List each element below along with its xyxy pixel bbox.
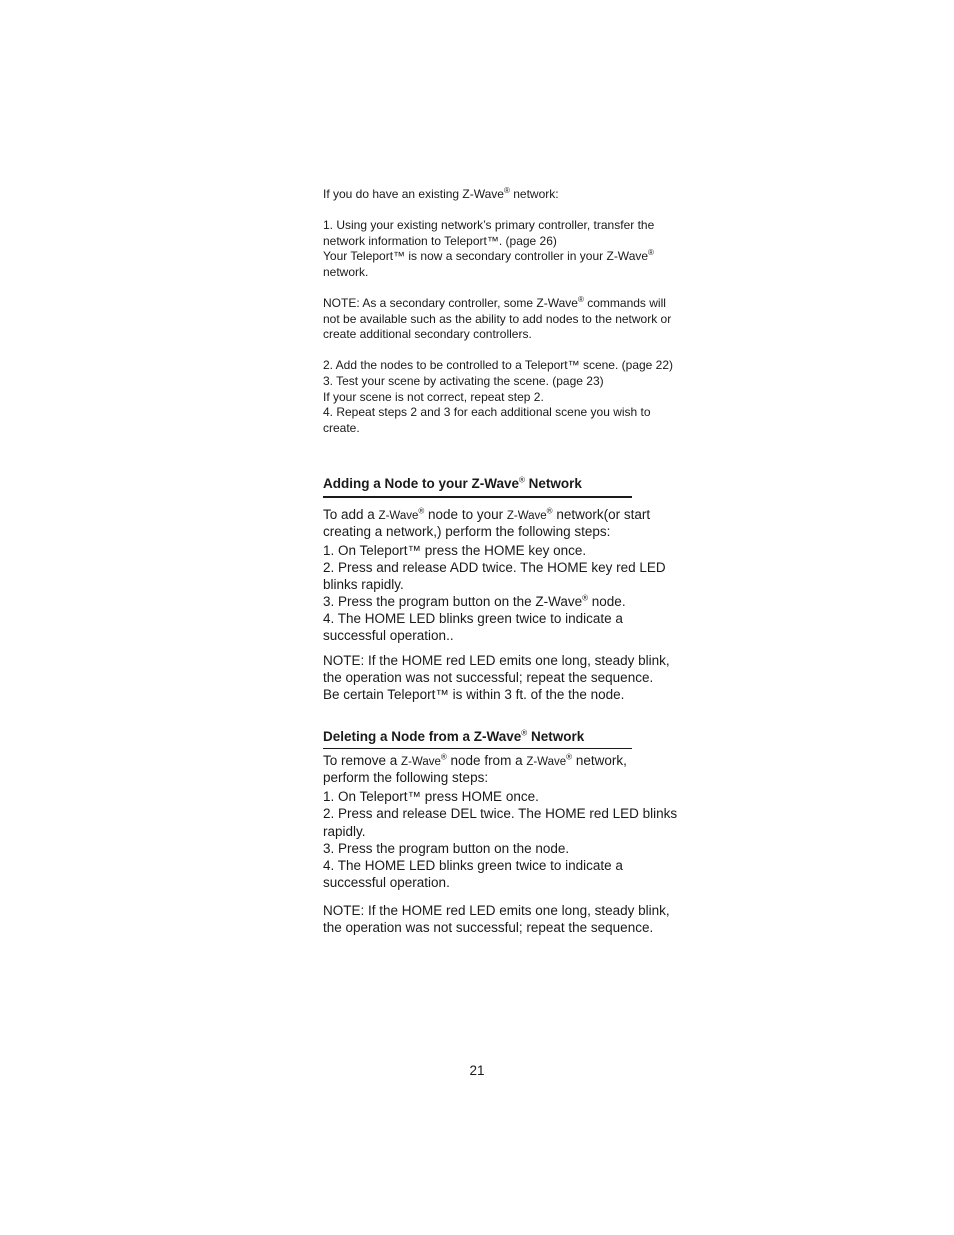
intro-step4: 4. Repeat steps 2 and 3 for each additional scene you wish to <box>323 405 651 419</box>
adding-note-line: NOTE: If the HOME red LED emits one long, steady blink, <box>323 653 670 668</box>
intro-step3: 3. Test your scene by activating the scene. (page 23) <box>323 374 604 388</box>
adding-step3: 3. Press the program button on the Z-Wave® node. <box>323 593 626 609</box>
intro-note-line: create additional secondary controllers. <box>323 327 532 341</box>
deleting-step1: 1. On Teleport™ press HOME once. <box>323 789 539 804</box>
adding-step2: blinks rapidly. <box>323 577 404 592</box>
intro-step1-line: network. <box>323 265 369 279</box>
deleting-note-line: NOTE: If the HOME red LED emits one long, steady blink, <box>323 903 670 918</box>
page-number: 21 <box>469 1063 485 1078</box>
deleting-note-line: the operation was not successful; repeat the sequence. <box>323 920 654 935</box>
adding-note-line: Be certain Teleport™ is within 3 ft. of the the node. <box>323 687 625 702</box>
deleting-step2: 2. Press and release DEL twice. The HOME red LED blinks <box>323 806 678 821</box>
intro-step4: create. <box>323 421 360 435</box>
adding-step4: 4. The HOME LED blinks green twice to indicate a <box>323 611 623 626</box>
deleting-intro-line: perform the following steps: <box>323 770 489 785</box>
intro-step1-line: 1. Using your existing network’s primary controller, transfer the <box>323 218 655 232</box>
deleting-heading-rule <box>323 748 632 749</box>
deleting-step2: rapidly. <box>323 824 366 839</box>
deleting-step4: successful operation. <box>323 875 450 890</box>
intro-step2: 2. Add the nodes to be controlled to a Teleport™ scene. (page 22) <box>323 358 674 372</box>
deleting-step3: 3. Press the program button on the node. <box>323 841 570 856</box>
adding-intro-line: To add a Z-Wave® node to your Z-Wave® network(or start <box>323 506 651 522</box>
adding-heading: Adding a Node to your Z-Wave® Network <box>323 475 582 491</box>
deleting-intro-line: To remove a Z-Wave® node from a Z-Wave® network, <box>323 752 627 768</box>
intro-note-line: not be available such as the ability to add nodes to the network or <box>323 312 672 326</box>
intro-line: If you do have an existing Z-Wave® network: <box>323 186 559 201</box>
intro-step1-line: Your Teleport™ is now a secondary controller in your Z-Wave® <box>323 248 654 263</box>
deleting-heading: Deleting a Node from a Z-Wave® Network <box>323 728 585 744</box>
intro-step3-note: If your scene is not correct, repeat step 2. <box>323 390 544 404</box>
adding-step2: 2. Press and release ADD twice. The HOME key red LED <box>323 560 666 575</box>
deleting-step4: 4. The HOME LED blinks green twice to indicate a <box>323 858 623 873</box>
adding-step4: successful operation.. <box>323 628 454 643</box>
intro-note-line: NOTE: As a secondary controller, some Z-Wave® commands will <box>323 295 666 310</box>
adding-note-line: the operation was not successful; repeat the sequence. <box>323 670 654 685</box>
intro-step1-line: network information to Teleport™. (page 26) <box>323 234 557 248</box>
adding-heading-rule <box>323 496 632 498</box>
adding-intro-line: creating a network,) perform the following steps: <box>323 524 611 539</box>
adding-step1: 1. On Teleport™ press the HOME key once. <box>323 543 587 558</box>
